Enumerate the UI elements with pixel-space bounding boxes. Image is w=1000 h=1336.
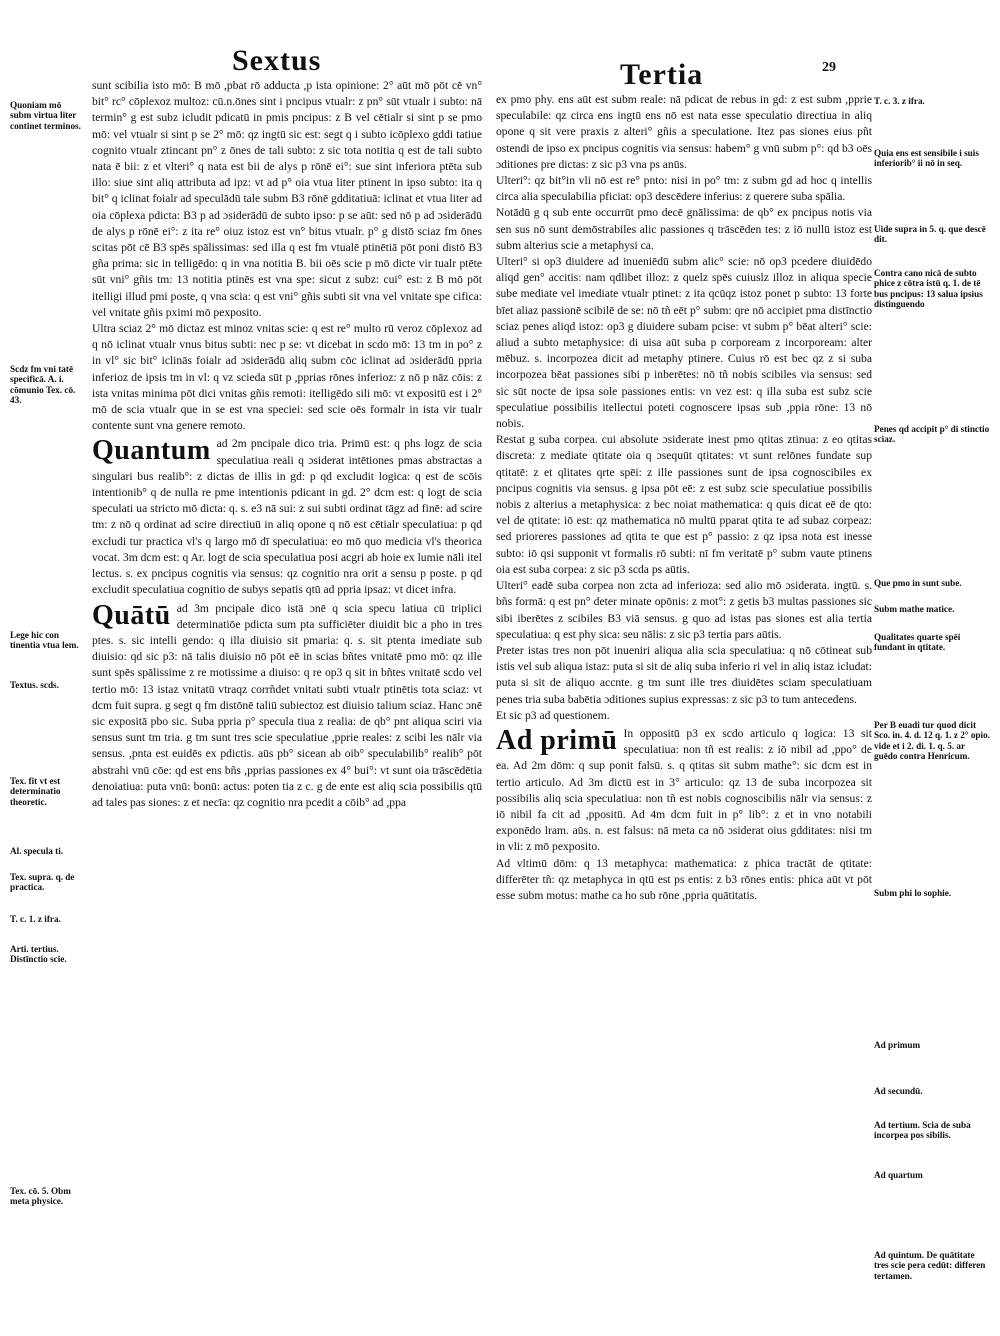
margin-note: Subm mathe matice. — [874, 604, 955, 614]
margin-note: Quia ens est sensibile i suis inferiorib° ii nō in seq. — [874, 148, 979, 169]
margin-note: Contra cano nicā de subto phice z cōtra istū q. 1. de tē bus pncipus: 13 salua ipsius distinguendo — [874, 268, 983, 310]
margin-note: Que pmo in sunt sube. — [874, 578, 962, 588]
paragraph: Ulteri° eadē suba corpea non zcta ad inferioza: sed alio mō ɔsiderata. ingtū. s. bñs formā: q est pn° deter minate opōnis: z mot°: z getis b3 multas passiones sic sibi iberētes z scibiles B3 viā sensus. g quo ad istas pas siones est alia tertia speculatiua: q est phy sica: seu nālis: z sic p3 tertia pars aūtis. — [496, 579, 872, 641]
margin-note: Penes qd accipit p° di stinctio sciaz. — [874, 424, 990, 445]
section-initial: Quantum — [92, 435, 211, 467]
section-paragraph — [92, 601, 482, 812]
section-paragraph — [496, 726, 872, 856]
margin-note: Textus. scds. — [10, 680, 59, 690]
right-margin-notes — [874, 0, 990, 1336]
paragraph: Restat g suba corpea. cui absolute ɔsiderate inest pmo qtitas ztinua: z eo qtitas discreta: z mediate qtitate oia q ɔsequūt qtitates: vt sunt relōnes fundate sup qtitatē: z et qlitates qrte spēi: z ille passiones sunt de ipsa cognoscibiles ex pncipus cognitis via sensus. g ipsa pōt eē: z est subz scie speculatiue possibilis nobis z alterius a metaphysica: z bec noiat mathematica: q quis dicat eē de qto: vel de qtitate: iō est: qz mathematica nō multū pparat qtita te ad subaz corpeaz: sed prioreres passiones ad qtita te que est p° passio: z qz ipsa nota est inesse subto: iō qsi supponit vt formalis rō subti: nī fm veritatē p° subm vaute ptinens oia est suba corpea: z sic p3 scda ps aūtis. — [496, 433, 872, 576]
section-paragraph — [92, 436, 482, 598]
margin-note: Arti. tertius. Distīnctio scie. — [10, 944, 67, 965]
paragraph-text: In oppositū p3 ex scdo articulo q logica: 13 sit speculatiua: non tñ est realis: z iō nibil ad ,ppo° de ea. Ad 2m dōm: q sup ponit falsū. s. q qtitas sit subm mathe°: sic dcm est in tertio articulo. Ad 3m dictū est in 3° articulo: qz 13 de suba incorpozea sit possibilis aliq scia speculatiua: non tñ est nobis cognoscibilis nālr via sensus: z iō nibil fa cit ad ,ppositū. Ad 4m dcm fuit in p° lib°: z et in vno notabili exponēdo lram. aūs. n. est falsus: nā meta ca nō ɔsiderat oius gdditates: nisi tm in vli: z mō pexposito. — [496, 726, 872, 854]
paragraph-text: ad 3m pncipale dico istā ɔnē q scia specu latiua cū triplici determinatiōe pdicta sum pta sufficiēter diuidit bic a pho in tres ptes. s. sic intelli gendo: q illa diuisio sit pmaria: q. s. sit ptenta imediate sub diuisio: qd sic p3: nā talis diuisio nō pōt eē in scias bñtes vnitatē pmo mō: qz ille sunt spēs spālissime z re motissime a diuiso: q re op3 q sit in bñtes vnitatē scdo vel tertio mō: 13 istaz vnitatū vtraqz corrñdet vnitati subti vtualr ptinētis tota sciaz: vt dcm fuit supra. g segt q fm distōnē taliū subiectoz est diuisio talium sciaz. Hanc ɔnē sic expositā pbo sic. Suba ppria p° specula tiua z realia: de qb° pnt aliqua sciri via sensus sunt tm tria. g tm sunt tres scie speculatiue ,pprie reales: z scibi les nālr via sensus. ,pnta est euidēs ex pdictis. aūs pb° sicean ab oib° speculabilib° realib° pōt abstrahi vnū cōe: qd est ens bñs ,pprias passiones ex 4° bui°: vt sunt oia trāscēdētia denoiatiua: puta vnū: bonū: actus: poten tia z c. g de ente est aliq scia possibilis qtū ad tales pas siones: z et necīa: qz cognitio nra pcedit a cōib° ad ,ppa — [92, 601, 482, 809]
margin-note: Al. specula ti. — [10, 846, 64, 856]
margin-note: Quoniam mō subm virtua liter continet terminos. — [10, 100, 81, 131]
margin-note: Ad secundū. — [874, 1086, 923, 1096]
paragraph: Ad vltimū dōm: q 13 metaphyca: mathematica: z phica tractāt de qtitate: differēter tñ: qz metaphyca in qtū est ps entis: z b3 rōnes entis: phica aūt vt pōt esse subm motus: mathe ca ho sub rōne ,ppria quātitatis. — [496, 856, 872, 902]
margin-note: T. c. 1. z ifra. — [10, 914, 61, 924]
running-head-right: Tertia — [620, 58, 704, 91]
paragraph: Notādū g q sub ente occurrūt pmo decē gnālissima: de qb° ex pncipus notis via sen sus nō sunt demōstrabiles alic passiones q trāscēden tes: z iō nullū istoz est subm alterius scie a metaphysi ca. — [496, 206, 872, 252]
paragraph: sunt scibilia isto mō: B mō ,pbat rō adducta ,p ista opinione: 2° aūt mō pōt cē vn° bit° rc° cōplexoz multoz: cū.n.ōnes sint i pncipus vtualr: z pn° sūt vtualr i subto: nā termin° g est subz icludit pdicatū in pmis pncipus: z B vel cētialr si sint p se pmo mō: vel vtualr si sint p se 2° mō: qz ingtū sic est: segt q i subto icōplexo gddi tatiue cognito vtualr ztincant pn° z ōnes de tali subto: z sic tota notitia q est de tali subto nata ē bii: z et vlteri° q nata est bii de alys p rōnē ei°: sue sint inferiora ptēta sub illo: siue sint aliq attributa ad ipz: vt ad p° oia vtua liter ptinent in ipso subto: ita q bit° q iclinat foialr ad speculādū tale subm B3 rōnē gdditatiuā: iclinat et vtua liter ad oia cōplexa pdicta: B3 p ad ɔsiderādū de subto ipso: p se aūt: sed nō p ad ɔsiderādū de alys p rōnē ei°: z ita re° oiuz istoz est vn° bitus vtualr. p° g distō sciaz fm ōnes scitas pōt cē B3 spēs spālissimas: sed illa q est fm vtualē ptinētiā pōt poni distō B3 gña prima: sic in telligēdo: q in vna notitia B. bii oēs scie p mō dicte vir tualr ptēte sūt vni° gñis tm: 13 notitia ptinēs est vna spe: sicut z subz: cui° est: z B mō pōt itelligi illud pmi poste, q vna scia: q est vni° gñis subti sit vna vel vnitate spe cifica: vel vnitate gñis pximi mō pexposito. — [92, 79, 483, 319]
folio-number: 29 — [822, 60, 836, 75]
margin-note: Tex. cō. 5. Obm meta physice. — [10, 1186, 71, 1207]
margin-note: Lege hic con tinentia vtua lem. — [10, 630, 79, 651]
paragraph: Ulteri° si op3 diuidere ad inueniēdū subm alic° scie: nō op3 pcedere diuidēdo aliqd gen° accitis: nam qdlibet illoz: z quelz spēs cuiuslz illoz in aliqua specie sube mediate vel imediate vtualr ptinet: z ita qcūqz istoz ponet p subto: 13 forte bīet aliaz passionē scibilē de se: nō tñ eēt p° subm: qre nō accipiet pma distīnctio sciaz penes aliqd istoz: op3 g diuidere subam pcise: vt subm p° bēat alteri° scie: aliud a subto metaphysice: di uisa aūt suba p corpoream z incorpoream: alter mēbuz. s. incorpozea dicit ad metaphy ptinere. Cuius rō est bec qz z si suba incorpozea bēat passiones sibi p inberētes: nō tñ nobis scibiles via sensus: sed sic sūt nocte de ipsa sole passiones entis: vn vez est: q illa suba est subz scie speculatiue possibilis itellectui poteti cognoscere ipsas sub ,ppia rōne: 13 nō nobis. — [496, 255, 872, 431]
section-initial: Quātū — [92, 599, 171, 631]
paragraph: Ultra sciaz 2° mō dictaz est minoz vnitas scie: q est re° multo rū veroz cōplexoz ad q nō iclinat vtualr vnus bitus subti: nec p se: vt dicebat in scdo mō: 13 tm in po° z in vl° sic bit° iclinās foialr ad ɔsiderādū aliq subm cōc iclinat ad ɔsiderādū ppria inferioz de ipsis tm in vl: q vz scieda sūt p ,pprias rōnes inferioz: z nō p nāz cōis: z ista vnitas minima pōt dici vnitas gñis remoti: itelligēdo sili mō: vt expositū est i 2° mō de scia vtualr que in se est vna speciei: sed scie oēs formalr in ista vir tualr contente sunt vna genere remoto. — [92, 322, 482, 433]
paragraph: Ulteri°: qz bit°in vli nō est re° pnto: nisi in po° tm: z subm gd ad hoc q intellis circa alia speculabilia pficiat: op3 descēdere inferius: z querere suba spālia. — [496, 174, 872, 204]
margin-note: Ad quartum — [874, 1170, 923, 1180]
margin-note: Per B euadi tur quod dicit Sco. in. 4. d. 12 q. 1. z 2° opio. vide et i 2. di. 1. q. 5. ar guēdo contra Henricum. — [874, 720, 990, 762]
margin-note: Scdz fm vni tatē specificā. A. i. cōmunio Tex. cō. 43. — [10, 364, 76, 406]
margin-note: Uide supra in 5. q. que descē dit. — [874, 224, 986, 245]
margin-note: Ad quintum. De quātitate tres scie pera cedūt: differen tertamen. — [874, 1250, 986, 1281]
margin-note: Qualitates quarte spēi fundant in qtitate. — [874, 632, 961, 653]
section-initial: Ad primū — [496, 724, 618, 756]
paragraph: ex pmo phy. ens aūt est subm reale: nā pdicat de rebus in gd: z est subm ,pprie speculabile: qz circa ens ingtū ens nō est nata esse speculatio directiua in aliq opone q sit vere praxis z alteri° gñis a speculatione. Itez pas siones eius pñt ostendi de ipso ex pncipus cognitis via sensus: habem° g vnū subm p°: qd b3 oēs ɔditiones pre dictas: z sic p3 vna ps anūs. — [496, 93, 872, 171]
running-head-left: Sextus — [232, 44, 322, 77]
margin-note: Tex. supra. q. de practica. — [10, 872, 75, 893]
paragraph-text: ad 2m pncipale dico tria. Primū est: q phs logz de scia speculatiua reali q ɔsiderat intētiones pmas abstractas a singulari bus realib°: z dictas de illis in gd: p qd excludit logica: q est de scōis intentionib° q de nulla re pme intentionis pdicant in gd. 2° dcm est: q logt de scia speculati ua stricto mō dicta: q. s. e3 nā sui: z sui subti ordinat tāgz ad finē: ad scire tm: z nō q ordinat ad scire directiuū in aliq opone q nō est cētialr speculatiua: p qd excludi tur practica vl's q largo mō dī speculatiua: eo mō quo medicia vl's theorica vocat. 3m dcm est: q Ar. logt de scia speculatiua posi acgri ab hoie ex lumie nāli itel lectus. s. ex pncipus cognitis via sensus: qz cognitio nra orit a sensu p poste. p qd excludit speculatiua cognitio de subys sepatis qtū ad ppria ipsaz: vt dicet infra. — [92, 437, 482, 597]
right-column — [496, 92, 872, 904]
margin-note: Subm phi lo sophie. — [874, 888, 952, 898]
margin-note: Ad primum — [874, 1040, 921, 1050]
paragraph: Preter istas tres non pōt inueniri aliqua alia scia speculatiua: q nō cōtineat sub istis vel sub aliqua istaz: puta si sit de aliq suba inferio ri vel in aliq istaz icludat: puta si sit de aliquo accnte. g tm sunt ille tres diuidētes sciam speculatiuam penes tria suba babētia ɔditiones supius expressas: z sic p3 to tum antecedens. — [496, 643, 872, 706]
margin-note: T. c. 3. z ifra. — [874, 96, 925, 106]
left-margin-notes — [10, 0, 84, 1336]
left-column — [92, 78, 482, 811]
margin-note: Tex. fit vt est determinatio theoretic. — [10, 776, 61, 807]
paragraph: Et sic p3 ad questionem. — [496, 708, 610, 722]
margin-note: Ad tertium. Scia de suba incorpea pos sibilis. — [874, 1120, 971, 1141]
